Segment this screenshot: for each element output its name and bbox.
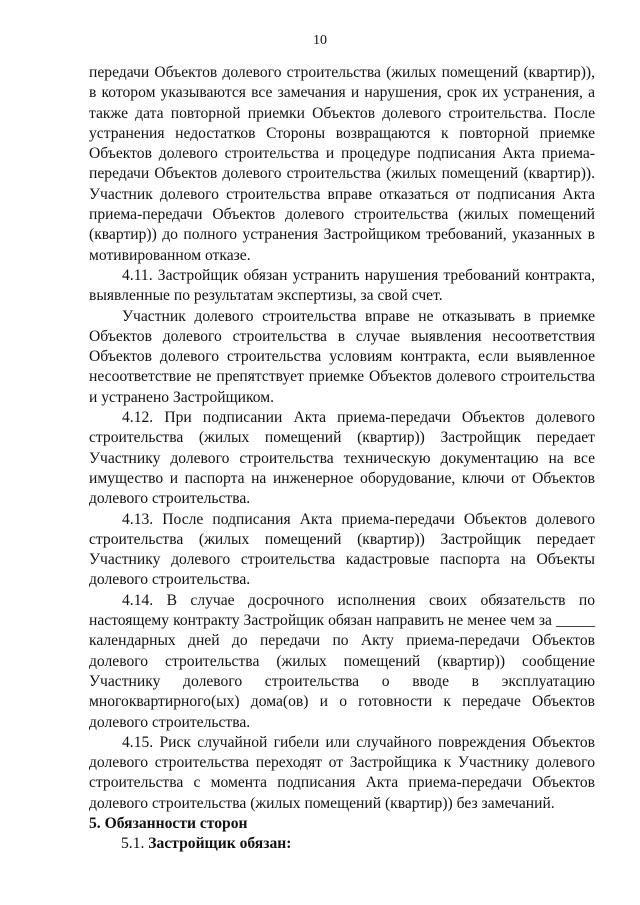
- subsection-number: 5.1.: [121, 835, 145, 853]
- paragraph-4-12: 4.12. При подписании Акта приема-передачи Объектов долевого строительства (жилых помещений (квартир)) Застройщик передает Участнику долевого строительства техническую документацию на все имущество и паспорта на инженерное оборудование, ключи от Объектов долевого строительства.: [89, 409, 595, 508]
- page-number: 10: [313, 33, 327, 48]
- paragraph-participant-acceptance: Участник долевого строительства вправе не отказывать в приемке Объектов долевого строительства в случае выявления несоответствия Объектов долевого строительства условиям контракта, если выявленное несоответствие не препятствует приемке Объектов долевого строительства и устранено Застройщиком.: [89, 307, 595, 406]
- section-heading: 5. Обязанности сторон: [89, 814, 248, 832]
- document-body: [89, 63, 595, 855]
- paragraph-4-15: 4.15. Риск случайной гибели или случайного повреждения Объектов долевого строительства переходят от Застройщика к Участнику долевого строительства с момента подписания Акта приема-передачи Объектов долевого строительства (жилых помещений (квартир)) без замечаний.: [89, 733, 595, 812]
- paragraph-4-13: 4.13. После подписания Акта приема-передачи Объектов долевого строительства (жилых помещений (квартир)) Застройщик передает Участнику долевого строительства кадастровые паспорта на Объекты долевого строительства.: [89, 510, 595, 589]
- subsection-heading: [89, 834, 595, 854]
- subsection-title: Застройщик обязан:: [148, 835, 292, 853]
- paragraph-continuation: передачи Объектов долевого строительства (жилых помещений (квартир)), в котором указываются все замечания и нарушения, срок их устранения, а также дата повторной приемки Объектов долевого строительства. После устранения недостатков Стороны возвращаются к повторной приемке Объектов долевого строительства и процедуре подписания Акта приема-передачи Объектов долевого строительства (жилых помещений (квартир)). Участник долевого строительства вправе отказаться от подписания Акта приема-передачи Объектов долевого строительства (жилых помещений (квартир)) до полного устранения Застройщиком требований, указанных в мотивированном отказе.: [89, 64, 595, 264]
- paragraph-4-14: 4.14. В случае досрочного исполнения своих обязательств по настоящему контракту Застройщик обязан направить не менее чем за _____ календарных дней до передачи по Акту приема-передачи Объектов долевого строительства (жилых помещений (квартир)) сообщение Участнику долевого строительства о вводе в эксплуатацию многоквартирного(ых) дома(ов) и о готовности к передаче Объектов долевого строительства.: [89, 591, 595, 731]
- paragraph-4-11: 4.11. Застройщик обязан устранить нарушения требований контракта, выявленные по результатам экспертизы, за свой счет.: [89, 266, 595, 305]
